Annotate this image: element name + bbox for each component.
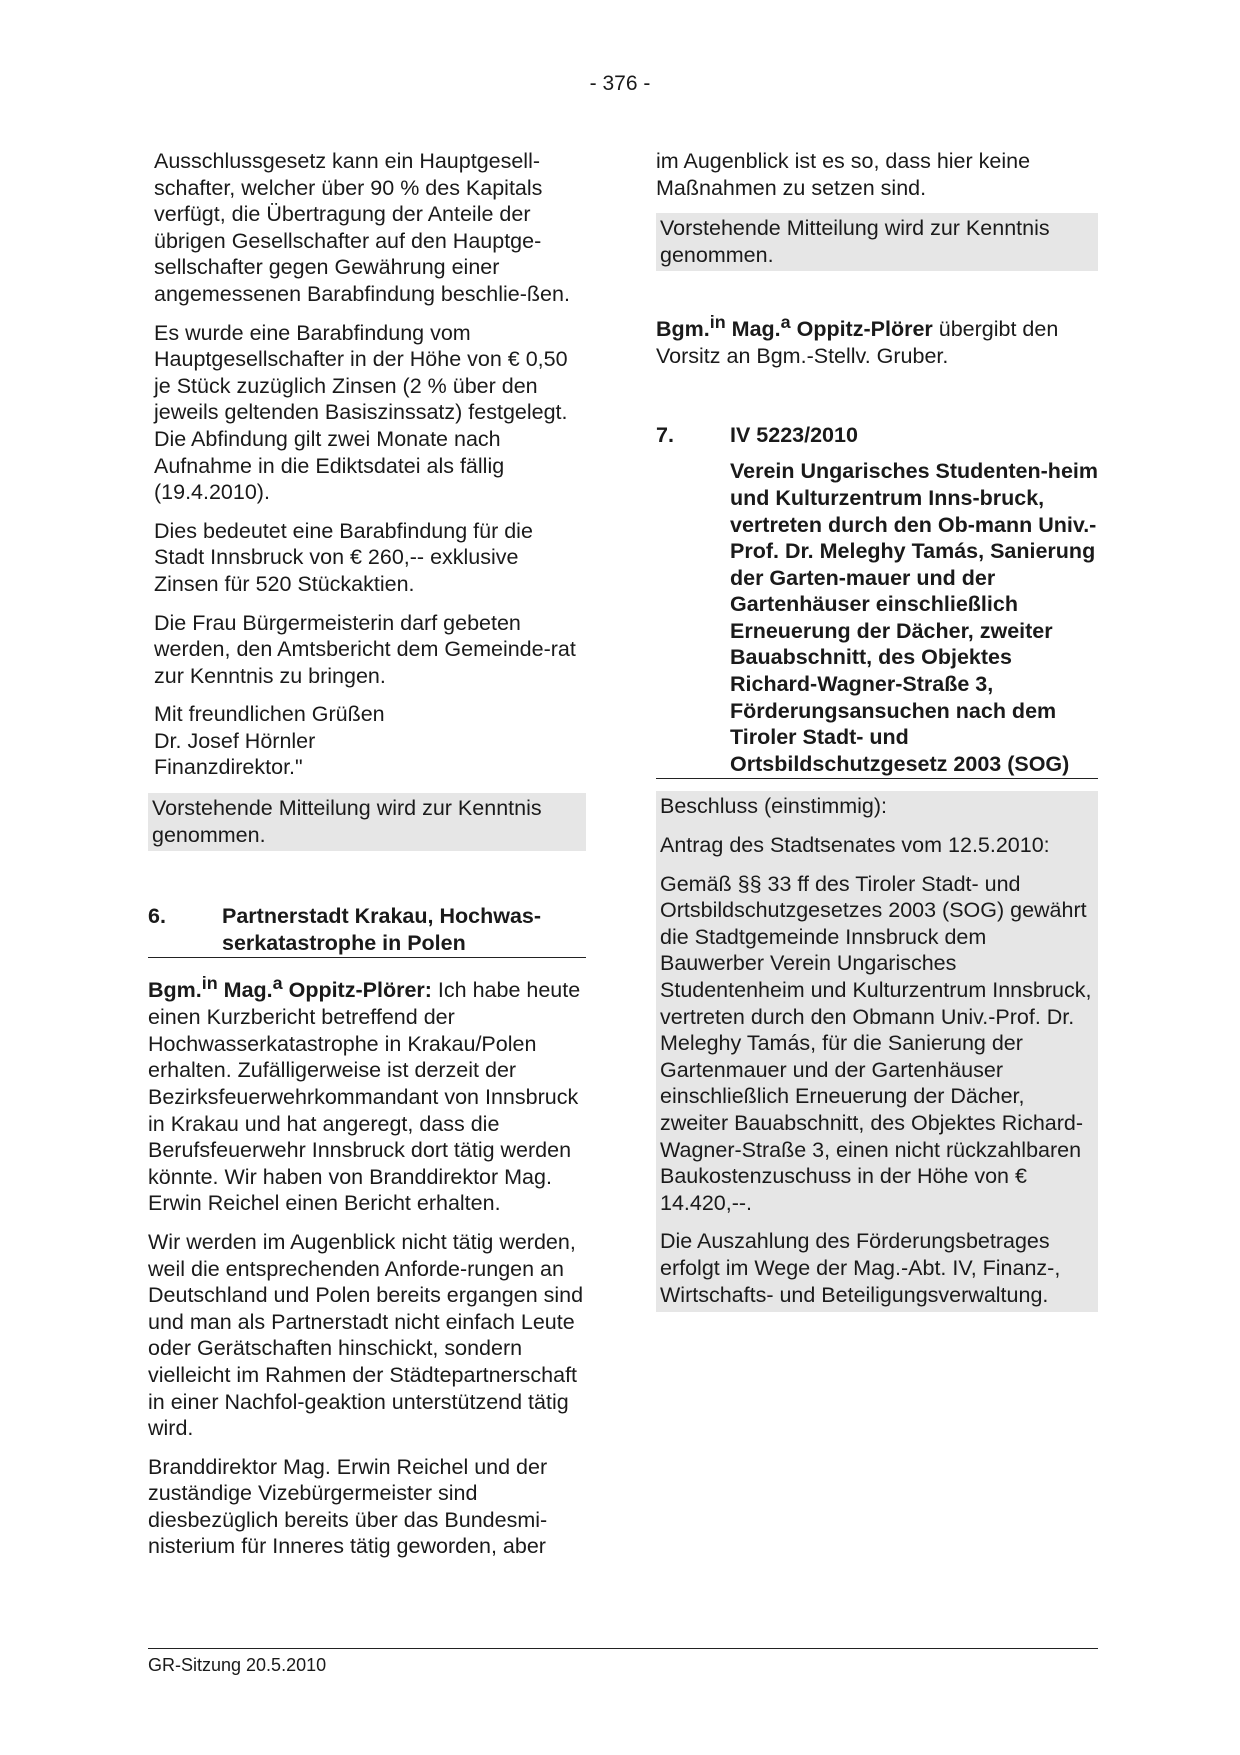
- paragraph: Branddirektor Mag. Erwin Reichel und der zuständige Vizebürgermeister sind diesbezüglich bereits über das Bundesmi-nisterium für Inneres tätig geworden, aber: [148, 1454, 548, 1559]
- speaker-sup: in: [709, 312, 726, 333]
- payment-text: Die Auszahlung des Förderungsbetrages erfolgt im Wege der Mag.-Abt. IV, Finanz-, Wirtschafts- und Beteiligungsverwaltung.: [660, 1229, 1061, 1307]
- speaker-name: Oppitz-Plörer:: [288, 978, 432, 1003]
- paragraph: Es wurde eine Barabfindung vom Hauptgesellschafter in der Höhe von € 0,50 je Stück zuzüglich Zinsen (2 % über den jeweils geltenden Basiszinssatz) festgelegt. Die Abfindung gilt zwei Monate nach Aufnahme in die Ediktsdatei als fällig (19.4.2010).: [154, 320, 568, 505]
- speech-paragraph: [148, 970, 586, 1217]
- letter-closing: [148, 701, 586, 781]
- handover-text: übergibt den Vorsitz an Bgm.-Stellv. Gruber.: [656, 317, 1059, 369]
- footer-divider: [148, 1648, 1098, 1649]
- item-heading-6: [148, 903, 586, 958]
- page-number: - 376 -: [589, 72, 651, 95]
- paragraph: Ausschlussgesetz kann ein Hauptgesell-schafter, welcher über 90 % des Kapitals verfügt, die Übertragung der Anteile der übrigen Gesellschafter auf den Hauptge-sellschafter gegen Gewährung einer angemessenen Barabfindung beschlie-ßen.: [154, 149, 570, 306]
- chair-handover: [656, 309, 1098, 369]
- left-column: [148, 148, 586, 1572]
- closing-signatory: Dr. Josef Hörnler: [154, 728, 316, 753]
- speaker-title: Bgm.: [656, 317, 710, 342]
- closing-greeting: Mit freundlichen Grüßen: [154, 702, 385, 727]
- right-column: [656, 148, 1098, 1324]
- notice-box: Vorstehende Mitteilung wird zur Kenntnis genommen.: [656, 213, 1098, 271]
- speaker-name: Oppitz-Plörer: [796, 317, 933, 342]
- speech-text: Ich habe heute einen Kurzbericht betreffend der Hochwasserkatastrophe in Krakau/Polen erhalten. Zufälligerweise ist derzeit der Bezirksfeuerwehrkommandant von Innsbruck in Krakau und hat angeregt, dass die Berufsfeuerwehr Innsbruck dort tätig werden könnte. Wir haben von Branddirektor Mag. Erwin Reichel einen Bericht erhalten.: [148, 978, 581, 1216]
- paragraph: Wir werden im Augenblick nicht tätig werden, weil die entsprechenden Anforde-rungen an Deutschland und Polen bereits ergangen sind und man als Partnerstadt nicht einfach Leute oder Gerätschaften hinschickt, sondern vielleicht im Rahmen der Städtepartnerschaft in einer Nachfol-geaktion unterstützend tätig wird.: [148, 1229, 584, 1441]
- decision-label: Beschluss (einstimmig):: [660, 794, 887, 819]
- item-number: 7.: [656, 422, 674, 447]
- item-title: Verein Ungarisches Studenten-heim und Kulturzentrum Inns-bruck, vertreten durch den Ob-mann Univ.-Prof. Dr. Meleghy Tamás, Sanierung der Garten-mauer und der Gartenhäuser einschließlich Erneuerung der Dächer, zweiter Bauabschnitt, des Objektes Richard-Wagner-Straße 3, Förderungsansuchen nach dem Tiroler Stadt- und Ortsbildschutzgesetz 2003 (SOG): [730, 459, 1098, 776]
- motion-label: Antrag des Stadtsenates vom 12.5.2010:: [660, 833, 1050, 858]
- item-title: Partnerstadt Krakau, Hochwas-serkatastrophe in Polen: [222, 904, 542, 955]
- paragraph: Die Frau Bürgermeisterin darf gebeten werden, den Amtsbericht dem Gemeinde-rat zur Kenntnis zu bringen.: [154, 610, 576, 688]
- notice-box: Vorstehende Mitteilung wird zur Kenntnis genommen.: [148, 793, 586, 851]
- item-heading-7: [656, 422, 1098, 780]
- paragraph: Dies bedeutet eine Barabfindung für die Stadt Innsbruck von € 260,-- exklusive Zinsen für 520 Stückaktien.: [154, 518, 533, 596]
- decision-block: [656, 791, 1098, 1312]
- speaker-sup: a: [272, 973, 283, 994]
- speaker-degree: Mag.: [731, 317, 781, 342]
- speaker-sup: a: [780, 312, 791, 333]
- paragraph: im Augenblick ist es so, dass hier keine Maßnahmen zu setzen sind.: [656, 149, 1031, 200]
- item-number: 6.: [148, 904, 166, 929]
- footer: GR-Sitzung 20.5.2010: [148, 1655, 327, 1675]
- speaker-degree: Mag.: [223, 978, 273, 1003]
- speaker-title: Bgm.: [148, 978, 202, 1003]
- item-code: IV 5223/2010: [730, 422, 858, 447]
- speaker-sup: in: [201, 973, 218, 994]
- closing-role: Finanzdirektor.": [154, 755, 303, 780]
- decision-text: Gemäß §§ 33 ff des Tiroler Stadt- und Ortsbildschutzgesetzes 2003 (SOG) gewährt die Stadtgemeinde Innsbruck dem Bauwerber Verein Ungarisches Studentenheim und Kulturzentrum Innsbruck, vertreten durch den Obmann Univ.-Prof. Dr. Meleghy Tamás, für die Sanierung der Gartenmauer und der Gartenhäuser einschließlich Erneuerung der Dächer, zweiter Bauabschnitt, des Objektes Richard-Wagner-Straße 3, einen nicht rückzahlbaren Baukostenzuschuss in der Höhe von € 14.420,--.: [660, 871, 1092, 1215]
